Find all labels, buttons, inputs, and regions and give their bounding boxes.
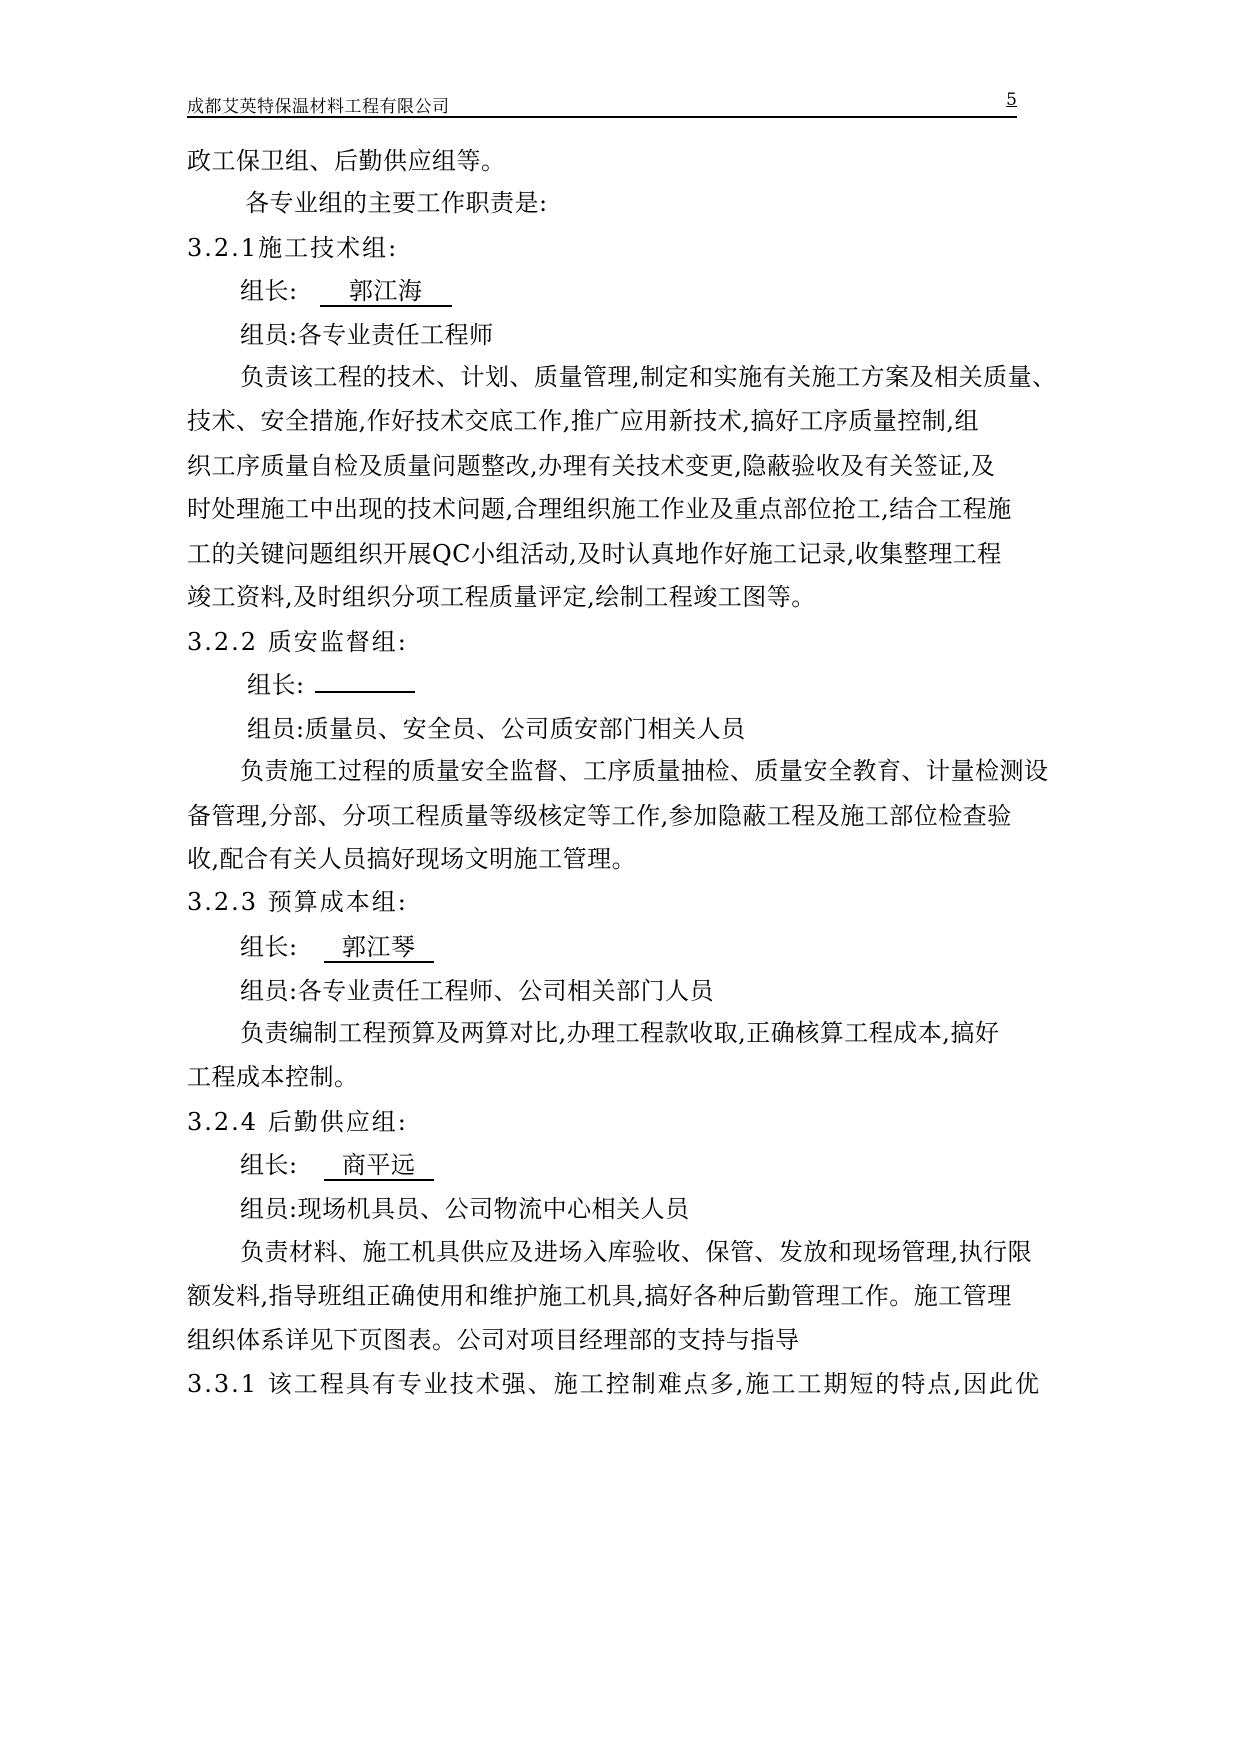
group-leader-line: [240, 932, 1120, 963]
company-name: 成都艾英特保温材料工程有限公司: [187, 97, 450, 117]
paragraph-line: 负责施工过程的质量安全监督、工序质量抽检、质量安全教育、计量检测设: [240, 757, 1049, 785]
paragraph-line: 时处理施工中出现的技术问题,合理组织施工作业及重点部位抢工,结合工程施: [187, 495, 1012, 523]
group-leader-line: [247, 670, 1127, 700]
paragraph-line: 负责编制工程预算及两算对比,办理工程款收取,正确核算工程成本,搞好: [240, 1019, 1000, 1047]
paragraph-line: 负责该工程的技术、计划、质量管理,制定和实施有关施工方案及相关质量、: [240, 363, 1057, 391]
leader-label: 组长:: [240, 1151, 298, 1179]
paragraph-line: 技术、安全措施,作好技术交底工作,推广应用新技术,搞好工序质量控制,组: [187, 407, 980, 435]
group-members-line: 组员:各专业责任工程师: [240, 321, 494, 349]
leader-name: 商平远: [324, 1151, 434, 1181]
paragraph-line: 备管理,分部、分项工程质量等级核定等工作,参加隐蔽工程及施工部位检查验: [187, 802, 1012, 830]
group-members-line: 组员:各专业责任工程师、公司相关部门人员: [240, 977, 715, 1005]
paragraph-line: 额发料,指导班组正确使用和维护施工机具,搞好各种后勤管理工作。施工管理: [187, 1282, 1012, 1310]
paragraph-line: 竣工资料,及时组织分项工程质量评定,绘制工程竣工图等。: [187, 583, 816, 611]
leader-label: 组长:: [240, 933, 298, 961]
group-members-line: 组员:质量员、安全员、公司质安部门相关人员: [247, 715, 746, 743]
section-heading: 3.2.1施工技术组:: [187, 234, 399, 262]
section-heading: 3.2.2 质安监督组:: [187, 628, 408, 656]
paragraph-line: 政工保卫组、后勤供应组等。: [187, 147, 506, 175]
page-number: 5: [1006, 90, 1017, 110]
group-leader-line: [240, 276, 1120, 307]
section-heading: 3.2.4 后勤供应组:: [187, 1108, 408, 1136]
group-members-line: 组员:现场机具员、公司物流中心相关人员: [240, 1195, 690, 1223]
leader-label: 组长:: [247, 671, 305, 699]
paragraph-line: 负责材料、施工机具供应及进场入库验收、保管、发放和现场管理,执行限: [240, 1238, 1033, 1266]
leader-name: 郭江海: [320, 277, 452, 307]
leader-label: 组长:: [240, 277, 298, 305]
paragraph-line: 工程成本控制。: [187, 1063, 359, 1091]
page-header: [187, 86, 1017, 118]
paragraph-line: 织工序质量自检及质量问题整改,办理有关技术变更,隐蔽验收及有关签证,及: [187, 452, 996, 480]
group-leader-line: [240, 1150, 1120, 1181]
leader-name: [315, 691, 415, 693]
paragraph-line: 组织体系详见下页图表。公司对项目经理部的支持与指导: [187, 1326, 800, 1354]
section-heading: 3.3.1 该工程具有专业技术强、施工控制难点多,施工工期短的特点,因此优: [187, 1370, 1041, 1398]
section-heading: 3.2.3 预算成本组:: [187, 888, 408, 916]
leader-name: 郭江琴: [324, 933, 434, 963]
paragraph-line: 收,配合有关人员搞好现场文明施工管理。: [187, 845, 637, 873]
paragraph-line: 工的关键问题组织开展QC小组活动,及时认真地作好施工记录,收集整理工程: [187, 540, 1002, 568]
paragraph-line: 各专业组的主要工作职责是:: [245, 189, 548, 217]
